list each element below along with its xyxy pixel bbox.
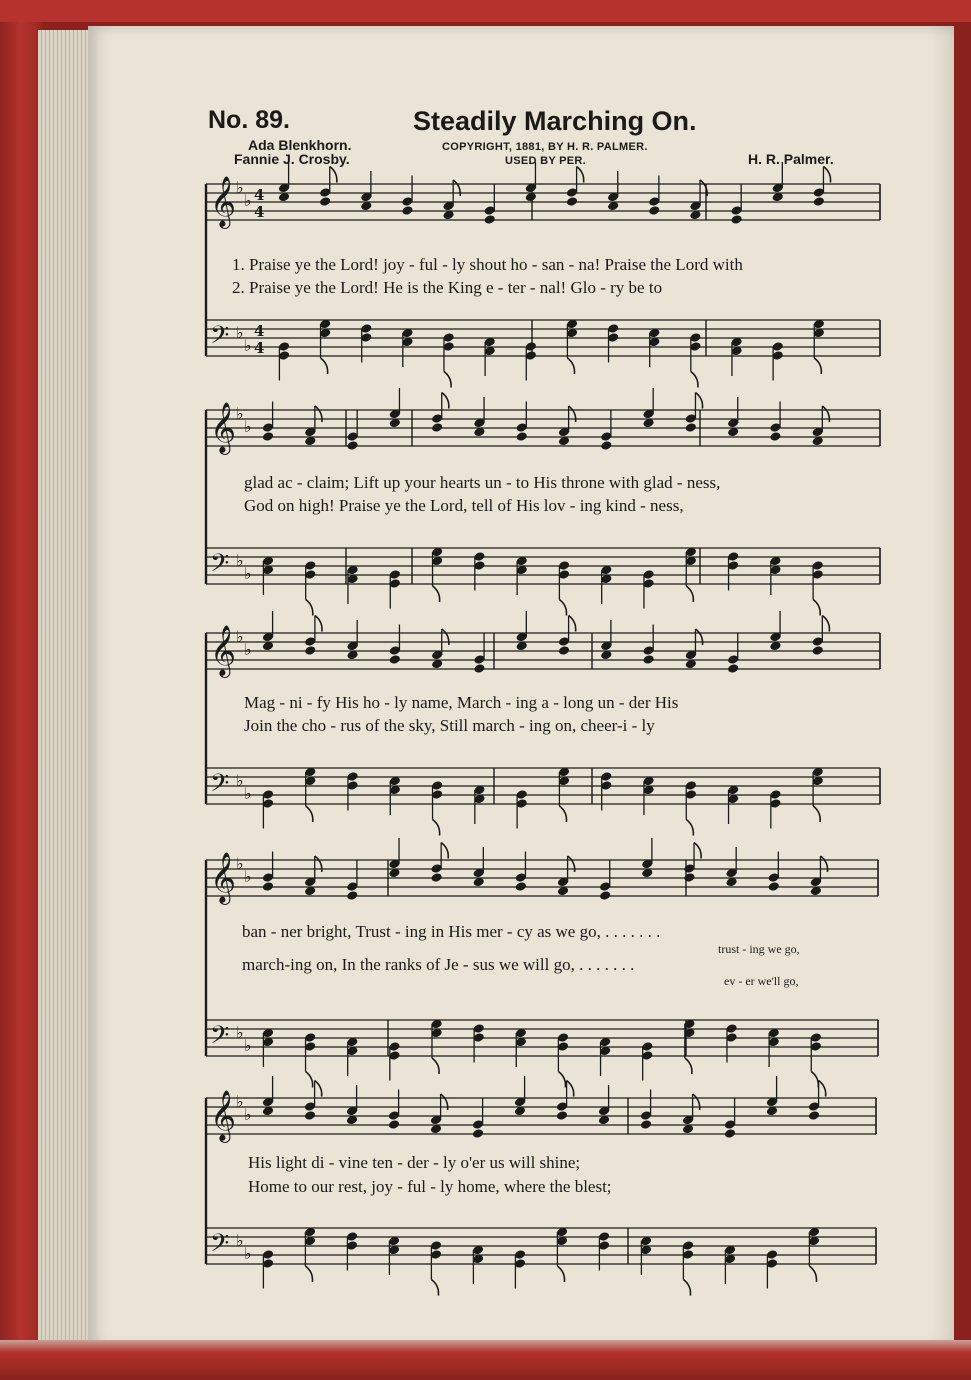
treble-clef: 𝄞 (210, 1090, 237, 1141)
note-head (600, 440, 612, 451)
flat-sign: ♭ (236, 1023, 244, 1042)
note-head (685, 422, 697, 433)
note-head (556, 1110, 568, 1121)
flat-sign: ♭ (236, 178, 244, 197)
flat-sign: ♭ (244, 784, 252, 803)
system-2-verse-2: God on high! Praise ye the Lord, tell of His lov - ing kind - ness, (244, 496, 684, 515)
note-flag (567, 1081, 574, 1097)
time-signature-top: 4 (254, 322, 265, 340)
note-flag (686, 586, 693, 602)
note-head (401, 205, 413, 216)
note-flag (321, 358, 328, 374)
note-head (346, 890, 358, 901)
system-4-verse-2: march-ing on, In the ranks of Je - sus we will go, . . . . . . . (242, 955, 635, 974)
time-signature-top: 4 (254, 186, 265, 204)
system-4-verse-1-echo: trust - ing we go, (718, 942, 800, 956)
note-flag (695, 393, 702, 409)
note-head (388, 1119, 400, 1130)
note-head (304, 645, 316, 656)
bass-clef: 𝄢 (210, 1229, 230, 1264)
flat-sign: ♭ (236, 627, 244, 646)
note-flag (305, 1266, 312, 1282)
note-flag (814, 358, 821, 374)
note-head (727, 663, 739, 674)
note-flag (569, 616, 576, 632)
time-signature-bottom: 4 (254, 339, 265, 357)
note-flag (557, 1266, 564, 1282)
copyright-notice: COPYRIGHT, 1881, BY H. R. PALMER. (442, 141, 648, 153)
flat-sign: ♭ (236, 323, 244, 342)
system-3-verse-1: Mag - ni - fy His ho - ly name, March - ing a - long un - der His (244, 693, 679, 712)
treble-clef: 𝄞 (210, 402, 237, 453)
note-flag (442, 393, 449, 409)
note-head (319, 196, 331, 207)
note-flag (823, 167, 830, 183)
flat-sign: ♭ (236, 771, 244, 790)
system-1-verse-2: 2. Praise ye the Lord! He is the King e - ter - nal! Glo - ry be to (232, 278, 663, 297)
note-flag (315, 1081, 322, 1097)
note-head (346, 440, 358, 451)
note-head (430, 872, 442, 883)
note-head (808, 1110, 820, 1121)
note-head (648, 205, 660, 216)
note-head (724, 1128, 736, 1139)
note-head (730, 214, 742, 225)
note-head (484, 214, 496, 225)
note-flag (577, 167, 584, 183)
author-1: Ada Blenkhorn. (248, 137, 352, 153)
note-head (304, 1110, 316, 1121)
bass-clef: 𝄢 (210, 549, 230, 584)
system-4-verse-2-echo: ev - er we'll go, (724, 974, 799, 988)
note-head (812, 645, 824, 656)
note-flag (306, 1072, 313, 1088)
system-4-verse-1: ban - ner bright, Trust - ing in His mer - cy as we go, . . . . . . . (242, 922, 661, 941)
note-head (472, 1128, 484, 1139)
note-head (566, 196, 578, 207)
note-flag (686, 820, 693, 836)
system-5-verse-1: His light di - vine ten - der - ly o'er us will shine; (248, 1153, 581, 1172)
composer: H. R. Palmer. (748, 151, 834, 167)
bass-clef: 𝄢 (210, 321, 230, 356)
author-2: Fannie J. Crosby. (234, 151, 350, 167)
note-flag (306, 600, 313, 616)
note-head (515, 881, 527, 892)
note-flag (431, 1280, 438, 1296)
note-flag (685, 1058, 692, 1074)
treble-clef: 𝄞 (210, 625, 237, 676)
note-flag (330, 167, 337, 183)
system-2-verse-1: glad ac - claim; Lift up your hearts un - to His throne with glad - ness, (244, 473, 721, 492)
note-head (640, 1119, 652, 1130)
note-head (473, 663, 485, 674)
treble-clef: 𝄞 (210, 852, 237, 903)
note-flag (453, 180, 460, 196)
flat-sign: ♭ (244, 191, 252, 210)
system-5-verse-2: Home to our rest, joy - ful - ly home, where the blest; (248, 1177, 612, 1196)
flat-sign: ♭ (244, 640, 252, 659)
note-head (642, 654, 654, 665)
flat-sign: ♭ (244, 1244, 252, 1263)
note-flag (819, 1081, 826, 1097)
note-head (516, 431, 528, 442)
note-flag (691, 372, 698, 388)
bass-clef: 𝄢 (210, 769, 230, 804)
note-flag (433, 820, 440, 836)
note-head (769, 431, 781, 442)
note-head (389, 654, 401, 665)
flat-sign: ♭ (236, 1231, 244, 1250)
time-signature-bottom: 4 (254, 203, 265, 221)
flat-sign: ♭ (244, 564, 252, 583)
note-flag (432, 1058, 439, 1074)
note-flag (683, 1280, 690, 1296)
note-head (813, 196, 825, 207)
note-flag (559, 806, 566, 822)
note-flag (444, 372, 451, 388)
system-3-verse-2: Join the cho - rus of the sky, Still march - ing on, cheer-i - ly (244, 716, 655, 735)
note-head (431, 422, 443, 433)
permission-notice: USED BY PER. (505, 155, 587, 167)
treble-clef: 𝄞 (210, 176, 237, 227)
note-flag (315, 616, 322, 632)
flat-sign: ♭ (236, 1092, 244, 1111)
note-head (558, 645, 570, 656)
flat-sign: ♭ (236, 404, 244, 423)
hymn-number: No. 89. (208, 106, 290, 134)
flat-sign: ♭ (244, 867, 252, 886)
note-flag (809, 1266, 816, 1282)
note-flag (813, 600, 820, 616)
hymn-title: Steadily Marching On. (413, 106, 697, 136)
note-flag (306, 806, 313, 822)
note-flag (567, 358, 574, 374)
note-flag (559, 600, 566, 616)
note-flag (822, 616, 829, 632)
flat-sign: ♭ (244, 1036, 252, 1055)
system-1-verse-1: 1. Praise ye the Lord! joy - ful - ly shout ho - san - na! Praise the Lord with (232, 255, 743, 274)
note-flag (813, 806, 820, 822)
note-flag (433, 586, 440, 602)
note-flag (811, 1072, 818, 1088)
note-flag (558, 1072, 565, 1088)
flat-sign: ♭ (244, 336, 252, 355)
note-head (768, 881, 780, 892)
flat-sign: ♭ (236, 551, 244, 570)
note-flag (694, 843, 701, 859)
note-head (262, 881, 274, 892)
note-head (599, 890, 611, 901)
flat-sign: ♭ (244, 417, 252, 436)
bass-clef: 𝄢 (210, 1021, 230, 1056)
flat-sign: ♭ (244, 1105, 252, 1124)
flat-sign: ♭ (236, 854, 244, 873)
note-head (262, 431, 274, 442)
note-head (683, 872, 695, 883)
note-flag (441, 843, 448, 859)
